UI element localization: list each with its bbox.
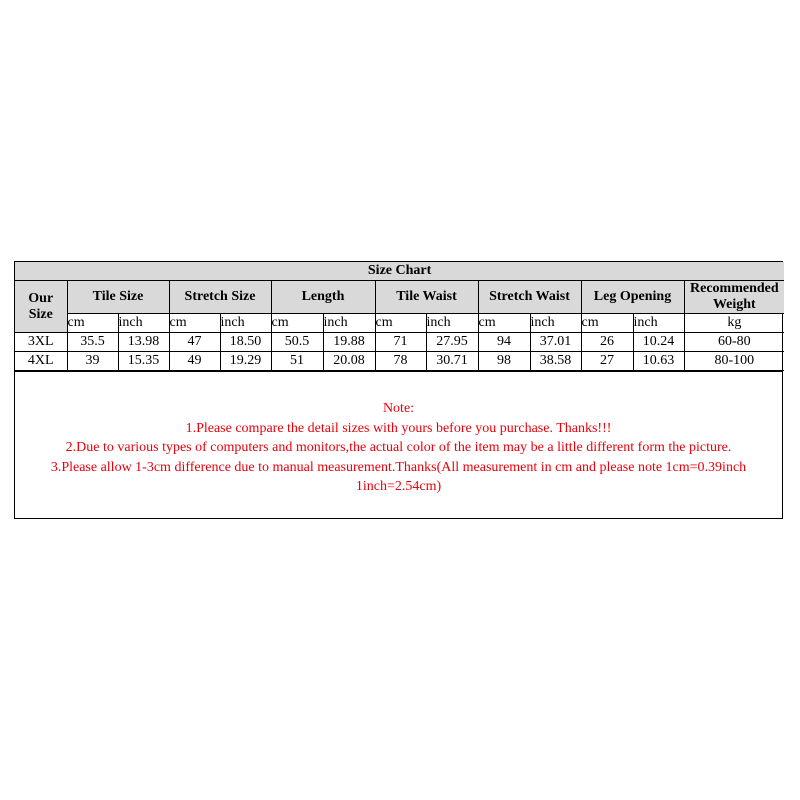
value-cell: 10.24 <box>633 333 684 352</box>
value-cell: 49 <box>169 352 220 371</box>
value-cell: 26 <box>581 333 633 352</box>
size-table <box>15 262 784 371</box>
value-cell: 50.5 <box>271 333 323 352</box>
value-cell: 10.63 <box>633 352 684 371</box>
chart-title: Size Chart <box>15 262 784 281</box>
unit-cell: cm <box>478 314 530 333</box>
our-size-header-line2: Size <box>28 306 53 322</box>
unit-cell: cm <box>271 314 323 333</box>
note-line-4: 1inch=2.54cm) <box>355 479 442 494</box>
recommended-weight-line1: Recommended <box>690 281 779 296</box>
value-cell: 80-100 <box>684 352 784 371</box>
size-chart <box>14 261 783 519</box>
tile-waist-header: Tile Waist <box>375 281 478 314</box>
unit-cell: kg <box>684 314 784 333</box>
value-cell: 19.88 <box>323 333 375 352</box>
value-cell: 78 <box>375 352 426 371</box>
value-cell: 51 <box>271 352 323 371</box>
value-cell: 13.98 <box>118 333 169 352</box>
table-row <box>15 352 784 371</box>
tile-size-header: Tile Size <box>67 281 169 314</box>
notes-title: Note: <box>382 401 415 416</box>
value-cell: 94 <box>478 333 530 352</box>
value-cell: 27 <box>581 352 633 371</box>
header-row <box>15 281 784 314</box>
leg-opening-header: Leg Opening <box>581 281 684 314</box>
value-cell: 60-80 <box>684 333 784 352</box>
value-cell: 98 <box>478 352 530 371</box>
unit-cell: cm <box>375 314 426 333</box>
value-cell: 20.08 <box>323 352 375 371</box>
size-cell: 3XL <box>15 333 67 352</box>
value-cell: 30.71 <box>426 352 478 371</box>
note-line-2: 2.Due to various types of computers and monitors,the actual color of the item may be a little different form the picture. <box>65 440 732 455</box>
our-size-header-line1: Our <box>28 290 54 306</box>
length-header: Length <box>271 281 375 314</box>
recommended-weight-line2: Weight <box>712 297 756 312</box>
unit-cell: inch <box>530 314 581 333</box>
value-cell: 18.50 <box>220 333 271 352</box>
value-cell: 39 <box>67 352 118 371</box>
size-cell: 4XL <box>15 352 67 371</box>
notes-section <box>15 371 782 518</box>
unit-cell: cm <box>67 314 118 333</box>
unit-cell: cm <box>581 314 633 333</box>
table-row <box>15 333 784 352</box>
note-line-1: 1.Please compare the detail sizes with yours before you purchase. Thanks!!! <box>185 420 612 436</box>
stretch-size-header: Stretch Size <box>169 281 271 314</box>
note-line-3: 3.Please allow 1-3cm difference due to manual measurement.Thanks(All measurement in cm and please note 1cm=0.39inch <box>50 459 747 475</box>
recommended-weight-header <box>684 281 784 314</box>
value-cell: 15.35 <box>118 352 169 371</box>
title-row <box>15 262 784 281</box>
stretch-waist-header: Stretch Waist <box>478 281 581 314</box>
units-row <box>15 314 784 333</box>
value-cell: 37.01 <box>530 333 581 352</box>
unit-cell: cm <box>169 314 220 333</box>
value-cell: 19.29 <box>220 352 271 371</box>
value-cell: 38.58 <box>530 352 581 371</box>
unit-cell: inch <box>118 314 169 333</box>
value-cell: 35.5 <box>67 333 118 352</box>
value-cell: 71 <box>375 333 426 352</box>
unit-cell: inch <box>323 314 375 333</box>
value-cell: 27.95 <box>426 333 478 352</box>
our-size-header <box>15 281 67 333</box>
value-cell: 47 <box>169 333 220 352</box>
unit-cell: inch <box>220 314 271 333</box>
unit-cell: inch <box>633 314 684 333</box>
unit-cell: inch <box>426 314 478 333</box>
